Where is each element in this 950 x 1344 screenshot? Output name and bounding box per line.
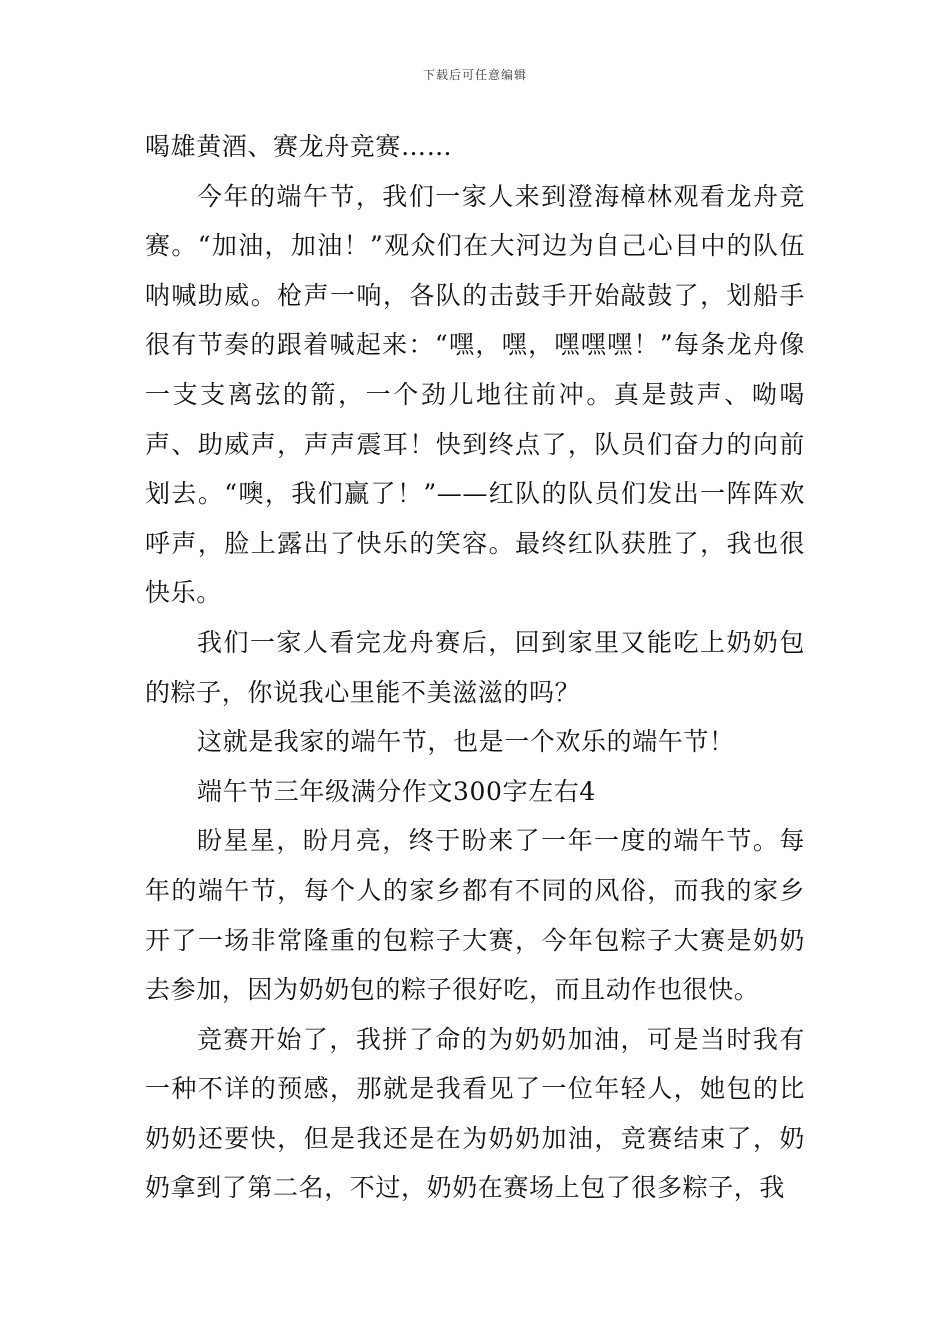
page-header: 下载后可任意编辑 <box>422 68 527 82</box>
paragraph-continuation: 喝雄黄酒、赛龙舟竞赛…… <box>145 132 453 161</box>
paragraph-happy-festival: 这就是我家的端午节，也是一个欢乐的端午节！ <box>197 727 735 757</box>
paragraph-contest-result: 竞赛开始了，我拼了命的为奶奶加油，可是当时我有一种不详的预感，那就是我看见了一位年轻人，她包的比奶奶还要快，但是我还是在为奶奶加油，竞赛结束了，奶奶拿到了第二名，不过，奶奶在赛场上包了很多粽子，我 <box>145 1024 805 1203</box>
essay-title-4: 端午节三年级满分作文300字左右4 <box>197 776 596 806</box>
document-body <box>145 122 805 1213</box>
paragraph-zongzi-contest: 盼星星，盼月亮，终于盼来了一年一度的端午节。每年的端午节，每个人的家乡都有不同的风俗，而我的家乡开了一场非常隆重的包粽子大赛，今年包粽子大赛是奶奶去参加，因为奶奶包的粽子很好吃，而且动作也很快。 <box>145 826 805 1005</box>
paragraph-zongzi-home: 我们一家人看完龙舟赛后，回到家里又能吃上奶奶包的粽子，你说我心里能不美滋滋的吗？ <box>145 627 805 707</box>
paragraph-dragon-boat-race: 今年的端午节，我们一家人来到澄海樟林观看龙舟竞赛。“加油，加油！”观众们在大河边为自己心目中的队伍呐喊助威。枪声一响，各队的击鼓手开始敲鼓了，划船手很有节奏的跟着喊起来：“嘿，嘿，嘿嘿嘿！”每条龙舟像一支支离弦的箭，一个劲儿地往前冲。真是鼓声、呦喝声、助威声，声声震耳！快到终点了，队员们奋力的向前划去。“噢，我们赢了！”——红队的队员们发出一阵阵欢呼声，脸上露出了快乐的笑容。最终红队获胜了，我也很快乐。 <box>145 181 805 608</box>
